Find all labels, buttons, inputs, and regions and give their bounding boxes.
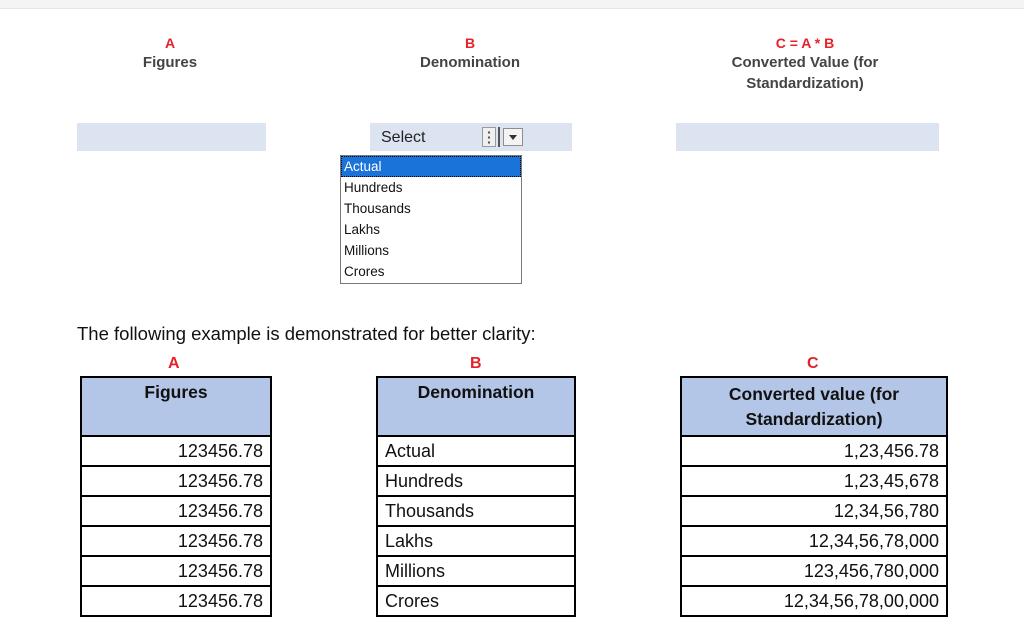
table-row [81, 466, 271, 496]
table-header: Denomination [377, 377, 575, 436]
divider [498, 127, 500, 147]
table-cell: 1,23,45,678 [681, 466, 947, 496]
dropdown-option-millions[interactable]: Millions [344, 243, 390, 258]
table-row [377, 526, 575, 556]
table-cell: 12,34,56,780 [681, 496, 947, 526]
table-row [81, 586, 271, 616]
table-cell: Hundreds [377, 466, 575, 496]
table-cell: 123456.78 [81, 466, 271, 496]
table-row [81, 436, 271, 466]
column-c-header [700, 34, 910, 94]
column-a-header [110, 34, 230, 73]
table-header-line1: Converted value (for [728, 384, 900, 404]
example-intro-text: The following example is demonstrated for better clarity: [77, 323, 536, 344]
table-c-letter: C [807, 355, 819, 372]
table-cell: Millions [377, 556, 575, 586]
spinner-icon[interactable] [482, 127, 496, 147]
table-row [377, 436, 575, 466]
dropdown-option-hundreds[interactable]: Hundreds [344, 180, 403, 195]
table-row [81, 556, 271, 586]
dropdown-arrow-button[interactable] [503, 128, 523, 146]
table-cell: 1,23,456.78 [681, 436, 947, 466]
column-c-label-line1: Converted Value (for [731, 54, 879, 71]
table-cell: Thousands [377, 496, 575, 526]
table-header-line2: Standardization) [745, 409, 883, 429]
table-cell: 123456.78 [81, 526, 271, 556]
denomination-select-value: Select [381, 129, 426, 146]
dropdown-option-thousands[interactable]: Thousands [344, 201, 411, 216]
table-row [681, 496, 947, 526]
page-top-edge [0, 0, 1024, 9]
table-row [81, 496, 271, 526]
table-row [681, 586, 947, 616]
column-b-letter: B [464, 35, 476, 51]
table-cell: 123456.78 [81, 586, 271, 616]
figures-table [80, 376, 272, 617]
table-row [681, 526, 947, 556]
table-cell: 123456.78 [81, 436, 271, 466]
denomination-dropdown-list[interactable] [340, 155, 522, 284]
table-header [681, 377, 947, 436]
converted-value-table [680, 376, 948, 617]
chevron-down-icon [509, 135, 517, 140]
table-header: Figures [81, 377, 271, 436]
table-cell: Lakhs [377, 526, 575, 556]
dropdown-option-crores[interactable]: Crores [344, 264, 385, 279]
table-row [377, 556, 575, 586]
converted-value-output [676, 123, 939, 151]
column-c-label-line2: Standardization) [746, 75, 864, 92]
dropdown-option-actual[interactable]: Actual [341, 156, 521, 177]
table-cell: Crores [377, 586, 575, 616]
table-row [681, 436, 947, 466]
table-row [377, 466, 575, 496]
table-row [681, 466, 947, 496]
table-row [377, 496, 575, 526]
column-a-letter: A [164, 35, 176, 51]
column-b-header [400, 34, 540, 73]
figures-input[interactable] [77, 123, 266, 151]
column-a-label: Figures [142, 54, 198, 71]
column-c-letter: C = A * B [775, 35, 835, 51]
denomination-table [376, 376, 576, 617]
table-cell: 12,34,56,78,00,000 [681, 586, 947, 616]
table-cell: 12,34,56,78,000 [681, 526, 947, 556]
table-row [681, 556, 947, 586]
denomination-select[interactable] [370, 123, 572, 151]
dropdown-option-lakhs[interactable]: Lakhs [344, 222, 381, 237]
table-cell: 123456.78 [81, 556, 271, 586]
table-cell: 123456.78 [81, 496, 271, 526]
table-cell: 123,456,780,000 [681, 556, 947, 586]
table-row [81, 526, 271, 556]
table-a-letter: A [168, 355, 180, 372]
table-b-letter: B [470, 355, 482, 372]
column-b-label: Denomination [420, 54, 520, 71]
table-row [377, 586, 575, 616]
table-cell: Actual [377, 436, 575, 466]
